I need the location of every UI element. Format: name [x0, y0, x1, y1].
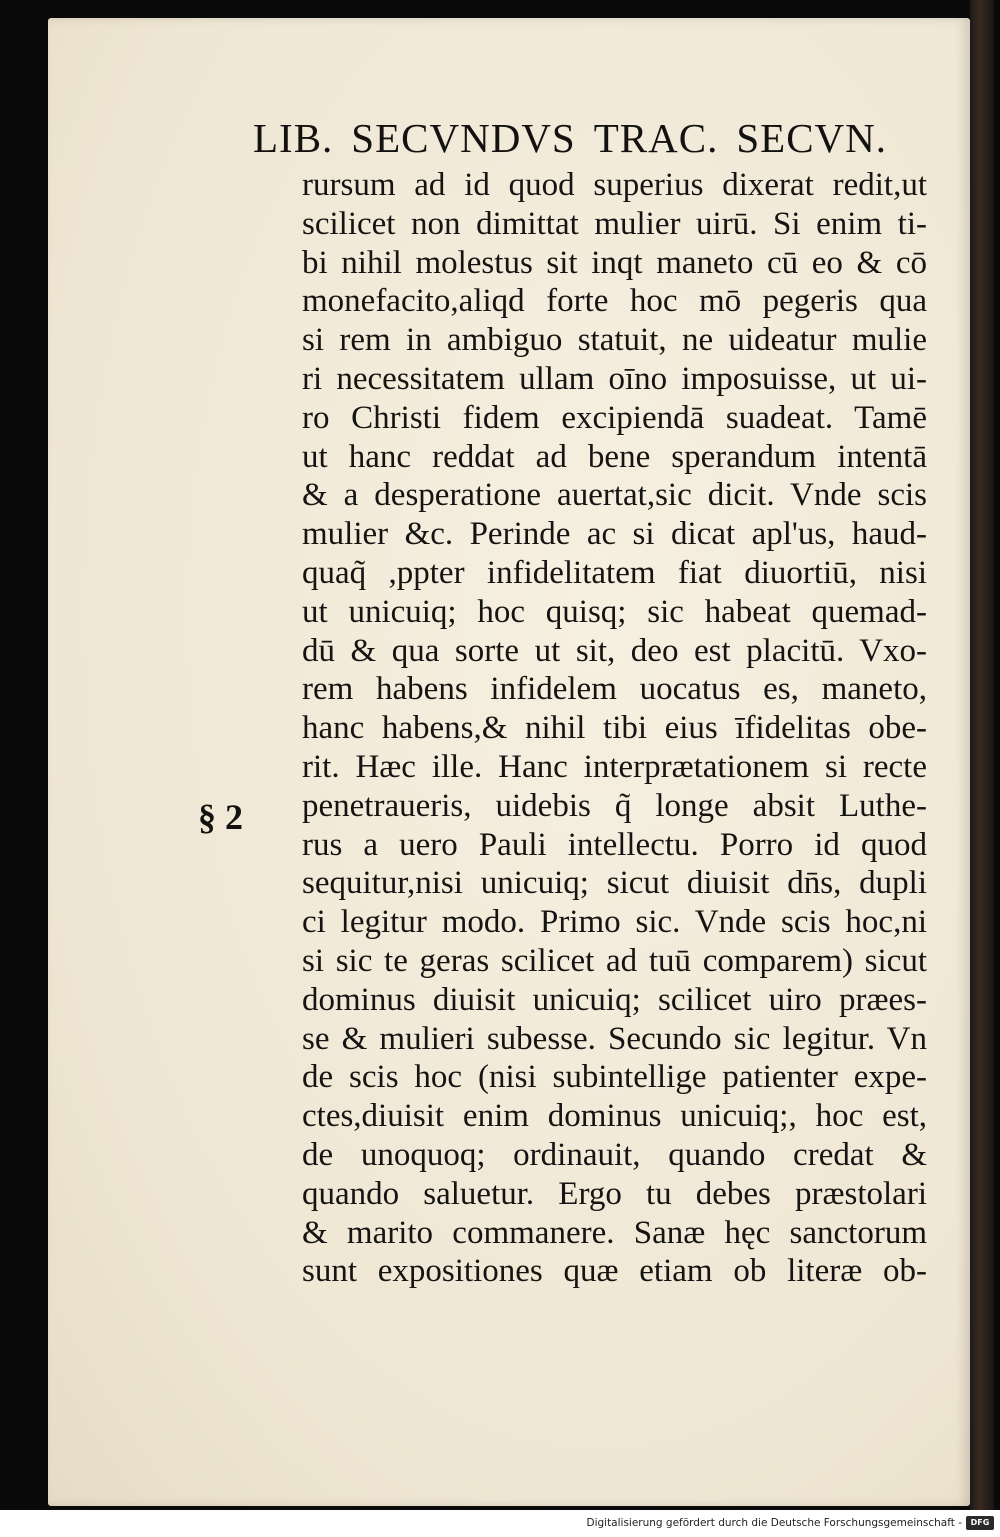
text-line: ut hanc reddat ad bene sperandum intentā: [302, 438, 927, 475]
text-line: dū & qua sorte ut sit, deo est placitū. Vxo-: [302, 632, 927, 669]
running-header: [253, 114, 887, 162]
text-line: ctes,diuisit enim dominus unicuiq;, hoc est,: [302, 1098, 927, 1135]
text-line: sunt expositiones quæ etiam ob literæ ob-: [302, 1253, 927, 1290]
text-line: sequitur,nisi unicuiq; sicut diuisit dn̄s, dupli: [302, 865, 927, 902]
text-line: mulier &c. Perinde ac si dicat apl'us, haud-: [302, 516, 927, 553]
text-line: bi nihil molestus sit inqt maneto cū eo & cō: [302, 244, 927, 281]
body-text: [302, 166, 927, 1291]
text-line: & marito commanere. Sanæ hęc sanctorum: [302, 1214, 927, 1251]
text-line: ri necessitatem ullam oīno imposuisse, ut ui-: [302, 360, 927, 397]
text-line: quaq̃ ,ppter infidelitatem fiat diuortiū, nisi: [302, 554, 927, 591]
header-word: SECVN.: [736, 115, 888, 161]
text-line: ro Christi fidem excipiendā suadeat. Tamē: [302, 399, 927, 436]
text-line: penetraueris, uidebis q̃ longe absit Luthe-: [302, 787, 927, 824]
text-line: ut unicuiq; hoc quisq; sic habeat quemad-: [302, 593, 927, 630]
text-line: rem habens infidelem uocatus es, maneto,: [302, 671, 927, 708]
text-line: ci legitur modo. Primo sic. Vnde scis hoc,ni: [302, 904, 927, 941]
text-line: se & mulieri subesse. Secundo sic legitur. Vn: [302, 1020, 927, 1057]
text-line: dominus diuisit unicuiq; scilicet uiro præes-: [302, 981, 927, 1018]
header-word: LIB.: [253, 115, 334, 161]
footer-bar: [0, 1510, 1000, 1537]
text-line: hanc habens,& nihil tibi eius īfidelitas obe-: [302, 710, 927, 747]
text-line: rursum ad id quod superius dixerat redit,ut: [302, 167, 927, 203]
funding-credit: Digitalisierung gefördert durch die Deutsche Forschungsgemeinschaft -: [586, 1517, 962, 1529]
text-line: de unoquoq; ordinauit, quando credat &: [302, 1136, 927, 1173]
header-word: SECVNDVS: [351, 115, 576, 161]
text-line: de scis hoc (nisi subintellige patienter expe-: [302, 1059, 927, 1096]
dfg-logo[interactable]: DFG: [966, 1516, 994, 1530]
text-line: rit. Hæc ille. Hanc interprætationem si recte: [302, 748, 927, 785]
book-spine-edge: [970, 0, 994, 1510]
text-line: quando saluetur. Ergo tu debes præstolari: [302, 1175, 927, 1212]
section-marker: § 2: [198, 797, 243, 837]
text-line: scilicet non dimittat mulier uirū. Si enim ti-: [302, 205, 927, 242]
text-line: rus a uero Pauli intellectu. Porro id quod: [302, 826, 927, 863]
header-word: TRAC.: [593, 115, 719, 161]
text-line: & a desperatione auertat,sic dicit. Vnde scis: [302, 477, 927, 514]
text-line: monefacito,aliqd forte hoc mō pegeris qua: [302, 283, 927, 320]
text-line: si sic te geras scilicet ad tuū comparem) sicut: [302, 942, 927, 979]
text-line: si rem in ambiguo statuit, ne uideatur mulie: [302, 322, 927, 359]
